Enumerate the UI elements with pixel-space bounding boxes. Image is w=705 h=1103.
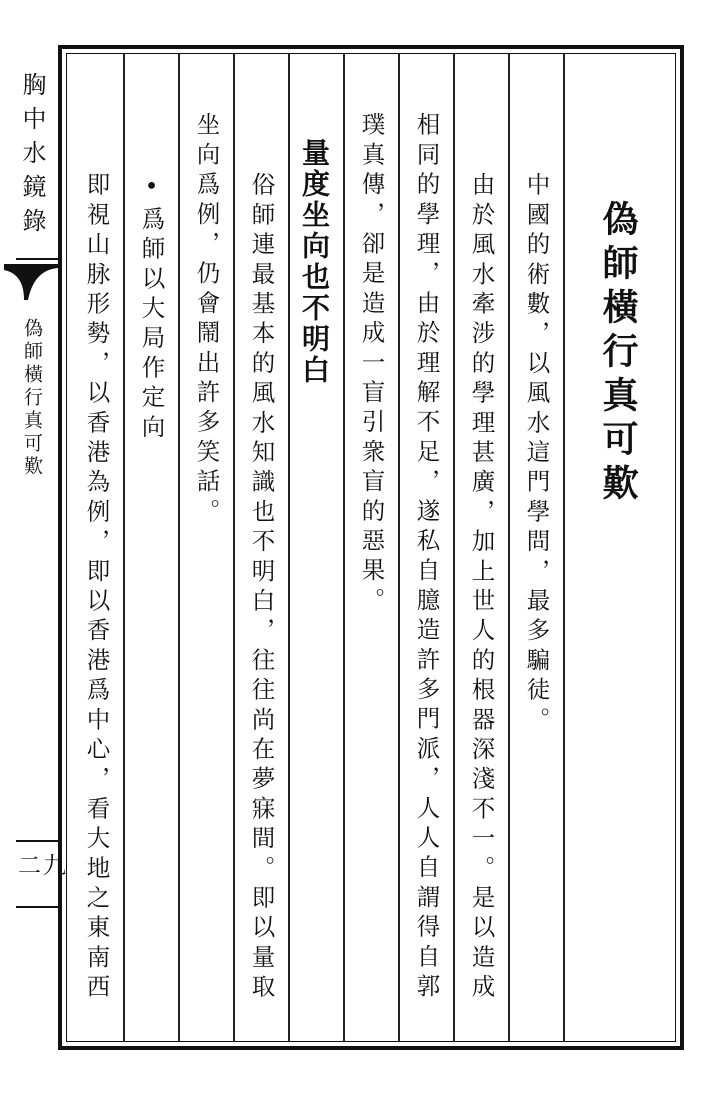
- text-column-4: 璞真傳，卻是造成一盲引衆盲的惡果。: [357, 112, 386, 617]
- section-heading: 量度坐向也不明白: [298, 138, 331, 386]
- text-column-3: 相同的學理，由於理解不足，遂私自臆造許多門派，人人自謂得自郭: [412, 112, 441, 1003]
- column-rule: [178, 53, 180, 1042]
- text-column-6: 俗師連最基本的風水知識也不明白，往往尚在夢寐間。即以量取: [247, 172, 276, 1004]
- text-column-7: 坐向爲例，仍會鬧出許多笑話。: [192, 112, 221, 528]
- margin-rule-top: [16, 258, 58, 260]
- column-rule: [563, 53, 565, 1042]
- margin-rule-bottom: [16, 840, 58, 842]
- column-rule: [398, 53, 400, 1042]
- book-title: 胸中水鏡錄: [18, 72, 46, 242]
- page-title: 偽師橫行真可歎: [597, 200, 639, 508]
- column-rule: [508, 53, 510, 1042]
- column-rule: [288, 53, 290, 1042]
- column-rule: [123, 53, 125, 1042]
- column-rule: [453, 53, 455, 1042]
- column-rule: [233, 53, 235, 1042]
- sub-heading: •爲師以大局作定向: [137, 172, 166, 444]
- margin-rule-page: [16, 906, 58, 908]
- fish-tail-mark: [4, 262, 60, 302]
- text-column-1: 中國的術數，以風水這門學問，最多騙徒。: [522, 172, 551, 737]
- page-number: 二九: [18, 853, 68, 879]
- text-column-2: 由於風水牽涉的學理甚廣，加上世人的根器深淺不一。是以造成: [467, 172, 496, 1004]
- text-column-9: 即視山脉形勢，以香港為例，即以香港爲中心，看大地之東南西: [82, 172, 111, 1004]
- chapter-title: 偽師橫行真可歎: [21, 318, 43, 479]
- column-rule: [343, 53, 345, 1042]
